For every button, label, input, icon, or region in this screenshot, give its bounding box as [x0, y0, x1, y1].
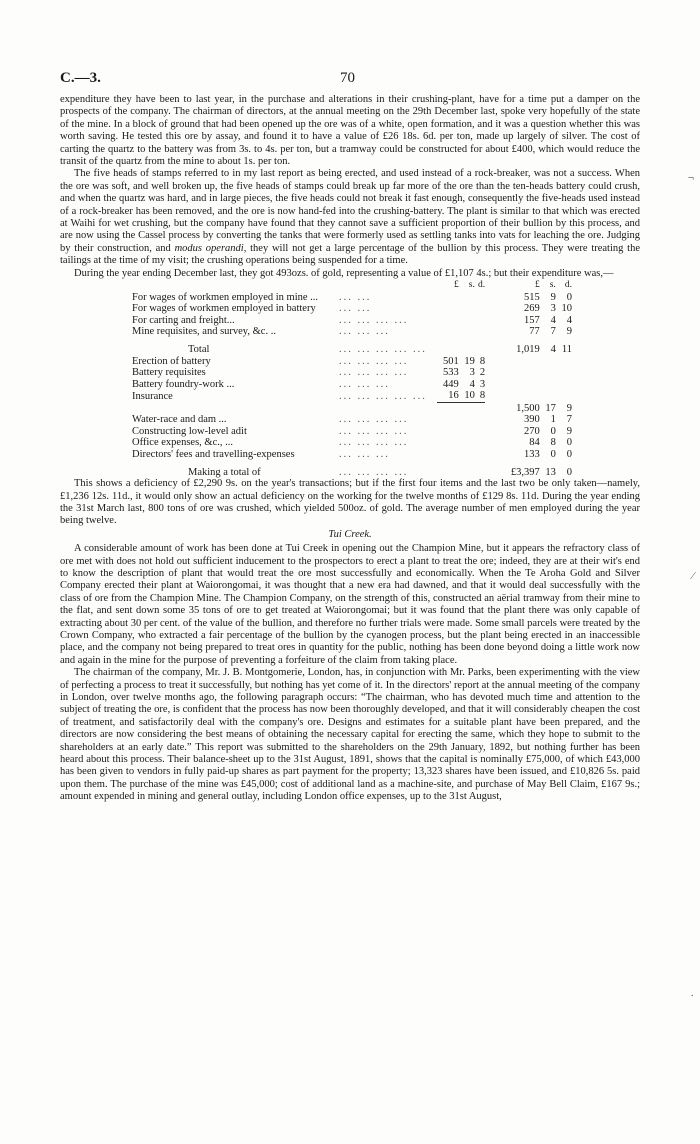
row-label: Constructing low-level adit: [132, 425, 247, 437]
row-label: For wages of workmen employed in mine ...: [132, 291, 319, 303]
outer-amount-s: [540, 390, 556, 402]
row-label: Total: [188, 344, 210, 356]
inner-amount-l: 449: [442, 378, 459, 390]
paragraph-5: A considerable amount of work has been done at Tui Creek in opening out the Champion Mine, but it appears the refractory class of ore met with does not hold out sufficient inducement to the prospectors to erect a plant to treat the ore; indeed, they are at their wit's end to know the description of plant that would treat the ore most successfully and economically. When the Te Aroha Gold and Silver Company erected their plant at Waiorongomai, it was thought that a new era had dawned, and that it would deal successfully with the class of ore from the Champion Mine. The Champion Company, on the strength of this, constructed an aërial tramway from their mine to the flat, and sent down some 35 tons of ore to get treated at Waiorongomai; but it was found that the plant there was only capable of extracting about 30 per cent. of the value of the bullion, and therefore no further trials were made. Some small parcels were treated by the Crown Company, who extracted a fair percentage of the bullion by the cyanogen process, but the plant being erected in an inaccessible place, and the company not being prepared to treat ores in quantity for the public, nothing has been done beyond doing a little work now and again in the mine for the purpose of preventing a forfeiture of the claim from taking place.: [60, 543, 640, 666]
outer-amount-d: 0: [566, 448, 572, 460]
row-label: [132, 403, 339, 415]
column-gap: [485, 437, 503, 449]
column-head: s.: [549, 280, 556, 291]
table-row: [132, 467, 572, 479]
column-head: d.: [564, 280, 572, 291]
inner-amount-d: [475, 426, 485, 438]
row-label: Office expenses, &c., ...: [132, 437, 233, 449]
row-label: Erection of battery: [132, 355, 211, 367]
outer-amount-s: 1: [550, 414, 556, 426]
inner-amount-s: [459, 437, 475, 449]
inner-amount-l: [437, 315, 459, 327]
paragraph-3: During the year ending December last, they got 493ozs. of gold, representing a value of £1,107 4s.; but their expenditure was,—: [74, 267, 614, 279]
column-heads: [132, 280, 572, 292]
inner-amount-l: [437, 326, 459, 338]
inner-amount-d: 8: [475, 390, 485, 402]
outer-amount-d: [556, 390, 572, 402]
outer-amount-d: 9: [566, 326, 572, 338]
column-gap: [485, 390, 503, 402]
column-head: £: [534, 280, 540, 291]
outer-amount-s: 0: [550, 448, 556, 460]
outer-amount-l: £3,397: [510, 466, 540, 478]
table-row: [132, 303, 572, 315]
outer-amount-d: 0: [566, 466, 572, 478]
column-gap: [485, 326, 503, 338]
inner-amount-s: [459, 344, 475, 356]
document-code: C.—3.: [60, 70, 101, 86]
inner-amount-l: [437, 426, 459, 438]
page-header: [60, 70, 640, 94]
outer-amount-l: [503, 379, 540, 391]
inner-amount-l: 501: [442, 355, 459, 367]
table-row: [132, 292, 572, 304]
row-label: Mine requisites, and survey, &c. ..: [132, 326, 276, 338]
outer-amount-l: 390: [523, 414, 540, 426]
leader-dots: ... ... ... ... ...: [338, 344, 427, 356]
inner-amount-l: [437, 437, 459, 449]
inner-amount-s: 10: [459, 390, 475, 402]
row-label: Insurance: [132, 390, 173, 402]
margin-mark: ¬: [687, 172, 694, 184]
outer-amount-d: 4: [566, 314, 572, 326]
outer-amount-d: 0: [566, 291, 572, 303]
leader-dots: ... ... ...: [338, 448, 390, 460]
inner-amount-d: [475, 344, 485, 356]
leader-dots: ... ... ... ...: [338, 367, 409, 379]
column-gap: [485, 467, 503, 479]
table-row: [132, 414, 572, 426]
inner-amount-d: 8: [479, 355, 486, 367]
column-gap: [485, 292, 503, 304]
table-row: [132, 390, 572, 402]
leader-dots: ... ... ... ...: [338, 355, 409, 367]
inner-amount-s: 19: [464, 355, 475, 367]
outer-amount-l: 1,019: [516, 344, 540, 356]
inner-amount-s: [459, 292, 475, 304]
outer-amount-l: 157: [523, 314, 540, 326]
inner-amount-d: [475, 403, 485, 415]
inner-amount-s: [459, 467, 475, 479]
column-gap: [485, 344, 503, 356]
leader-dots: [339, 403, 437, 415]
leader-dots: ... ...: [338, 291, 372, 303]
column-gap: [485, 315, 503, 327]
row-label: Battery foundry-work ...: [132, 378, 235, 390]
outer-amount-d: 7: [566, 414, 572, 426]
document-page: [60, 70, 640, 804]
row-label: [132, 280, 339, 292]
outer-amount-l: 77: [529, 326, 540, 338]
table-row: [132, 344, 572, 356]
margin-mark: ⁄: [692, 570, 694, 582]
leader-dots: [339, 280, 437, 292]
inner-amount-l: 16: [437, 390, 459, 402]
inner-amount-l: [437, 467, 459, 479]
margin-mark: ·: [690, 990, 694, 1002]
outer-amount-s: 0: [550, 425, 556, 437]
column-gap: [485, 449, 503, 461]
inner-amount-s: [459, 426, 475, 438]
inner-amount-d: [475, 449, 485, 461]
inner-amount-l: [437, 403, 459, 415]
row-label: Water-race and dam ...: [132, 414, 227, 426]
inner-amount-l: [437, 292, 459, 304]
inner-amount-d: [475, 326, 485, 338]
outer-amount-l: [503, 390, 540, 402]
outer-amount-l: [503, 367, 540, 379]
column-gap: [485, 280, 503, 292]
inner-amount-l: [437, 414, 459, 426]
inner-amount-s: [459, 414, 475, 426]
leader-dots: ... ... ... ...: [338, 314, 409, 326]
column-gap: [485, 414, 503, 426]
table-row: [132, 426, 572, 438]
row-label: Making a total of: [188, 466, 261, 478]
leader-dots: ... ... ... ...: [338, 466, 409, 478]
outer-amount-d: 10: [561, 303, 572, 315]
inner-amount-s: [459, 315, 475, 327]
outer-amount-d: [556, 379, 572, 391]
column-head: £: [453, 280, 459, 291]
outer-amount-l: [503, 356, 540, 368]
inner-amount-d: 3: [479, 378, 486, 390]
leader-dots: ... ... ... ...: [338, 437, 409, 449]
outer-amount-d: 11: [561, 344, 572, 356]
inner-amount-l: 533: [442, 367, 459, 379]
inner-amount-l: [437, 303, 459, 315]
table-row: [132, 449, 572, 461]
expenditure-table: [132, 280, 572, 478]
leader-dots: ... ... ... ...: [338, 425, 409, 437]
outer-amount-s: 4: [550, 314, 556, 326]
table-row: [132, 403, 572, 415]
column-gap: [485, 379, 503, 391]
section-title: Tui Creek.: [328, 528, 372, 540]
outer-amount-s: 8: [550, 437, 556, 449]
row-label: For wages of workmen employed in battery: [132, 303, 316, 315]
column-gap: [485, 367, 503, 379]
leader-dots: ... ... ... ... ...: [338, 390, 427, 402]
leader-dots: ... ... ... ...: [338, 414, 409, 426]
inner-amount-l: [437, 449, 459, 461]
outer-amount-l: 269: [523, 303, 540, 315]
page-number: 70: [340, 70, 355, 86]
inner-amount-d: [475, 303, 485, 315]
table-row: [132, 356, 572, 368]
paragraph-6: The chairman of the company, Mr. J. B. Montgomerie, London, has, in conjunction with Mr. Parks, been experimenting with the view of perfecting a process to treat it successfully, but nothing has yet come of it. In the directors' report at the annual meeting of the company in London, over twelve months ago, the following paragraph occurs: “The chairman, who has devoted much time and attention to the subject of treating the ore, is confident that the process has now been thoroughly developed, and that it will considerably cheapen the cost of treatment, and satisfactorily deal with the company's ore. Designs and estimates for a suitable plant have been prepared, and the directors are now considering the best means of obtaining the necessary capital for erecting the same, which they hope to submit to the shareholders at an early date.” This report was submitted to the shareholders on the 29th January, 1892, but nothing further has been heard about this process. Their balance-sheet up to the 31st August, 1891, shows that the capital is nominally £75,000, of which £43,000 has been given to vendors in fully paid-up shares as part payment for the property; 13,323 shares have been issued, and £10,826 5s. paid upon them. The purchase of the mine was £45,000; cost of additional land as a machine-site, and purchase of May Bell Claim, £167 9s.; amount expended in mining and general outlay, including London office expenses, up to the 31st August,: [60, 667, 640, 803]
inner-amount-d: [475, 437, 485, 449]
outer-amount-s: 3: [550, 303, 556, 315]
outer-amount-s: [540, 356, 556, 368]
outer-amount-l: 270: [523, 425, 540, 437]
outer-amount-l: 133: [523, 448, 540, 460]
outer-amount-d: 0: [566, 437, 572, 449]
outer-amount-s: 7: [550, 326, 556, 338]
inner-amount-d: [475, 467, 485, 479]
inner-amount-s: [459, 403, 475, 415]
inner-amount-l: [437, 344, 459, 356]
inner-amount-d: [475, 315, 485, 327]
column-head: s.: [468, 280, 475, 291]
leader-dots: ... ... ...: [338, 326, 390, 338]
outer-amount-d: [556, 367, 572, 379]
inner-amount-s: [459, 449, 475, 461]
outer-amount-d: [556, 356, 572, 368]
outer-amount-d: 9: [566, 402, 572, 414]
column-gap: [485, 303, 503, 315]
inner-amount-d: [475, 292, 485, 304]
inner-amount-d: [475, 414, 485, 426]
table-row: [132, 326, 572, 338]
outer-amount-s: [540, 379, 556, 391]
inner-amount-s: 4: [469, 378, 475, 390]
outer-amount-d: 9: [566, 425, 572, 437]
column-gap: [485, 426, 503, 438]
outer-amount-s: 9: [550, 291, 556, 303]
outer-amount-s: [540, 367, 556, 379]
outer-amount-s: 17: [545, 402, 556, 414]
paragraph-4: This shows a deficiency of £2,290 9s. on the year's transactions; but if the first four items and the last two be only taken—namely, £1,236 12s. 11d., it would only show an actual deficiency on the working for the twelve months of £129 8s. 11d. During the year ending the 31st March last, 800 tons of ore was crushed, which yielded 500oz. of gold. The average number of men employed during the year being twelve.: [60, 478, 640, 527]
column-gap: [485, 403, 503, 415]
inner-amount-s: [459, 326, 475, 338]
inner-amount-s: 3: [469, 367, 475, 379]
inner-amount-s: [459, 303, 475, 315]
outer-amount-l: 515: [523, 291, 540, 303]
row-label: Battery requisites: [132, 367, 206, 379]
paragraph-1: expenditure they have been to last year, in the purchase and alterations in their crushing-plant, have for a time put a damper on the prospects of the company. The chairman of directors, at the annual meeting on the 29th December last, spoke very hopefully of the state of the mine. In a block of ground that had been opened up the ore was of a white, open formation, and it was a question whether this was worth saving. He tested this ore by assay, and found it to have a value of £26 18s. 6d. per ton, made up largely of silver. The cost of carting the quartz to the battery was from 3s. to 4s. per ton, but a tramway could be constructed for about £400, which would reduce the transit of the quartz from the mine to about 1s. per ton.: [60, 94, 640, 168]
leader-dots: ... ... ...: [338, 378, 390, 390]
inner-amount-d: 2: [479, 367, 486, 379]
table-row: [132, 315, 572, 327]
outer-amount-l: 1,500: [516, 402, 540, 414]
table-row: [132, 367, 572, 379]
outer-amount-l: 84: [529, 437, 540, 449]
outer-amount-s: 4: [550, 344, 556, 356]
row-label: For carting and freight...: [132, 314, 235, 326]
table-row: [132, 437, 572, 449]
paragraph-2: The five heads of stamps referred to in my last report as being erected, and used instead of a rock-breaker, was not a success. When the ore was soft, and well broken up, the five heads of stamps could break up far more of the ore than the ten-heads battery could crush, and when the quartz was hard, and in large pieces, the five heads could not break it fast enough, consequently the five-heads used instead of a rock-breaker has been removed, and the ore is now hand-fed into the crushing-battery. The plant is similar to that which was erected at Waihi for wet crushing, but the company have found that they cannot save a sufficient proportion of their bullion by this process, and are now using the Cassel process by converting the tanks that were formerly used as settling tanks into vats for leaching the ore. Judging by their construction, and modus operandi, they will not get a large percentage of the bullion by this process. They were treating the tailings at the time of my visit; the crushing operations being suspended for a time.: [60, 168, 641, 267]
row-label: Directors' fees and travelling-expenses: [132, 448, 295, 460]
column-head: d.: [478, 280, 486, 291]
outer-amount-s: 13: [545, 466, 556, 478]
table-row: [132, 379, 572, 391]
column-gap: [485, 356, 503, 368]
leader-dots: ... ...: [338, 303, 372, 315]
